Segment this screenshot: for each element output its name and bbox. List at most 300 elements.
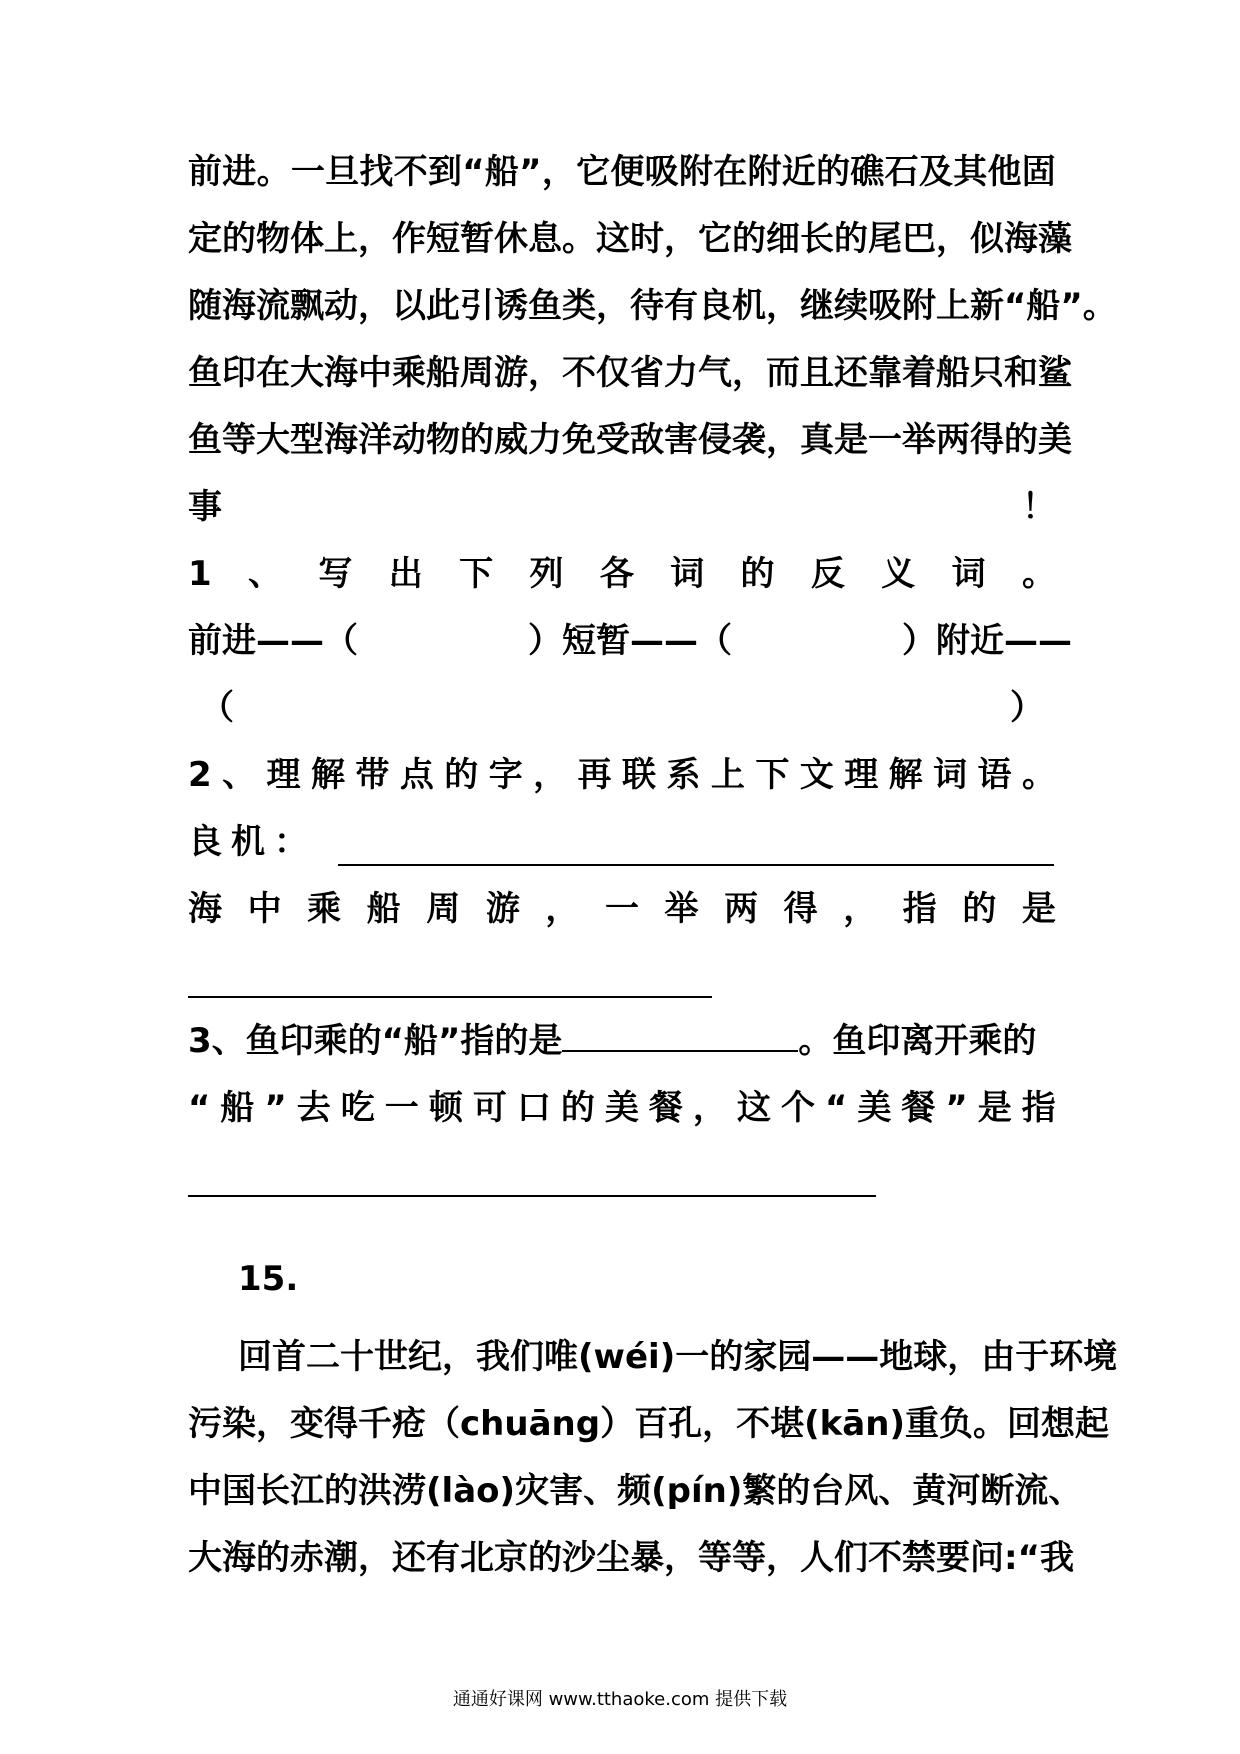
text-glyph: 上: [324, 219, 358, 259]
text-glyph: 其: [953, 152, 988, 192]
text-glyph: 举: [664, 889, 699, 929]
text-glyph: 息: [528, 219, 562, 259]
text-glyph: 定: [188, 219, 222, 259]
text-glyph: ，: [664, 1538, 698, 1578]
text-glyph: （: [426, 1404, 460, 1444]
antonym-open-paren: （: [200, 688, 234, 728]
antonym-prompt-3: ）附近——: [902, 621, 1072, 661]
antonym-close-paren: ）: [1010, 688, 1044, 728]
text-glyph: 时: [630, 219, 664, 259]
text-glyph: 游: [485, 889, 520, 929]
text-glyph: 去: [296, 1088, 331, 1128]
text-glyph: 一: [290, 152, 325, 192]
text-glyph: 下: [755, 755, 790, 795]
text-glyph: 二: [306, 1337, 340, 1377]
question-2-line: [188, 885, 1056, 933]
text-glyph: ，: [358, 286, 392, 326]
question-3-line-2: [188, 1084, 1056, 1132]
passage2-line: [188, 1467, 1083, 1515]
text-glyph: i: [648, 1337, 660, 1377]
text-glyph: 理: [844, 755, 879, 795]
text-glyph: 得: [783, 889, 818, 929]
text-glyph: ”: [1060, 286, 1083, 326]
text-glyph: 一: [604, 889, 639, 929]
passage2-line: [188, 1534, 1074, 1582]
text-glyph: 附: [747, 152, 782, 192]
text-glyph: 附: [902, 286, 936, 326]
question-1-title: [188, 550, 1056, 598]
text-glyph: 机: [732, 286, 766, 326]
antonym-prompt-2: ）短暂——（: [528, 621, 732, 661]
text-glyph: 旦: [325, 152, 360, 192]
text-glyph: 。: [973, 1404, 1007, 1444]
text-glyph: ”: [264, 1088, 287, 1128]
text-glyph: 敌: [630, 420, 664, 460]
text-glyph: 等: [698, 1538, 732, 1578]
text-glyph: 船: [366, 889, 401, 929]
text-glyph: 、: [248, 554, 283, 594]
text-glyph: 纪: [408, 1337, 442, 1377]
text-glyph: h: [480, 1404, 505, 1444]
question-2-label: [188, 818, 348, 866]
text-glyph: 一: [868, 420, 902, 460]
text-glyph: 涝: [392, 1471, 426, 1511]
text-glyph: 字: [488, 755, 523, 795]
text-glyph: 。: [562, 219, 596, 259]
text-glyph: 起: [1075, 1404, 1109, 1444]
text-glyph: 中: [358, 353, 392, 393]
passage2-line: [238, 1333, 1118, 1381]
text-glyph: w: [593, 1337, 625, 1377]
text-glyph: 海: [1004, 219, 1038, 259]
text-glyph: 孔: [668, 1404, 703, 1444]
text-glyph: ，: [545, 889, 580, 929]
text-glyph: 礁: [850, 152, 885, 192]
text-glyph: 尾: [868, 219, 902, 259]
passage-line: [188, 215, 1072, 263]
text-glyph: 不: [736, 1404, 771, 1444]
text-glyph: 词: [670, 554, 705, 594]
text-glyph: 及: [918, 152, 953, 192]
text-glyph: ，: [664, 219, 698, 259]
text-glyph: 指: [1021, 1088, 1056, 1128]
text-glyph: 鱼: [188, 353, 222, 393]
text-glyph: 气: [698, 353, 732, 393]
text-glyph: 新: [970, 286, 1004, 326]
text-glyph: 吸: [868, 286, 902, 326]
text-glyph: 义: [881, 554, 916, 594]
text-glyph: 着: [902, 353, 936, 393]
text-glyph: 染: [222, 1404, 256, 1444]
text-glyph: “: [824, 1088, 848, 1128]
question-3-part-a: 3、鱼印乘的“船”指的是: [188, 1021, 563, 1061]
text-glyph: 省: [630, 353, 664, 393]
text-glyph: 是: [834, 420, 868, 460]
text-glyph: 出: [388, 554, 423, 594]
text-glyph: 前: [188, 152, 222, 192]
text-glyph: 词: [933, 755, 968, 795]
text-glyph: 乘: [392, 353, 426, 393]
question-1-line-b: [188, 684, 1056, 732]
text-glyph: 它: [698, 219, 732, 259]
text-glyph: 一: [384, 1088, 419, 1128]
text-glyph: 沙: [562, 1538, 596, 1578]
text-glyph: 的: [732, 219, 766, 259]
text-glyph: 解: [888, 755, 923, 795]
text-glyph: 上: [936, 286, 970, 326]
text-glyph: 我: [1039, 1538, 1074, 1578]
text-glyph: 固: [1021, 152, 1056, 192]
question-2-title: [188, 751, 1056, 799]
text-glyph: 举: [902, 420, 936, 460]
text-glyph: 首: [272, 1337, 306, 1377]
text-glyph: 鱼: [528, 286, 562, 326]
text-glyph: 列: [529, 554, 564, 594]
text-glyph: 得: [970, 420, 1004, 460]
text-glyph: 此: [426, 286, 460, 326]
text-glyph: 威: [494, 420, 528, 460]
text-glyph: 美: [604, 1088, 639, 1128]
text-glyph: 再: [577, 755, 612, 795]
text-glyph: n: [865, 1404, 890, 1444]
text-glyph: 石: [884, 152, 919, 192]
text-glyph: 长: [256, 1471, 290, 1511]
text-glyph: 休: [494, 219, 528, 259]
text-glyph: (: [804, 1404, 820, 1444]
text-glyph: 。: [1082, 286, 1117, 326]
text-glyph: 周: [460, 353, 494, 393]
text-glyph: 境: [1083, 1337, 1118, 1377]
text-glyph: 繁: [742, 1471, 777, 1511]
antonym-blank-3[interactable]: [234, 684, 1010, 732]
text-glyph: 他: [987, 152, 1022, 192]
text-glyph: 海: [324, 420, 358, 460]
text-glyph: 问: [970, 1538, 1004, 1578]
text-glyph: 暂: [460, 219, 494, 259]
text-glyph: 灾: [515, 1471, 550, 1511]
text-glyph: 两: [936, 420, 970, 460]
text-glyph: u: [504, 1404, 529, 1444]
text-glyph: ，: [596, 286, 630, 326]
text-glyph: 重: [905, 1404, 939, 1444]
text-glyph: ，: [533, 755, 568, 795]
text-glyph: 良: [698, 286, 732, 326]
text-glyph: 台: [810, 1471, 845, 1511]
text-glyph: 个: [780, 1088, 815, 1128]
text-glyph: ，: [358, 1538, 392, 1578]
text-glyph: 是: [977, 1088, 1012, 1128]
text-glyph: 。: [256, 152, 291, 192]
text-glyph: 这: [596, 219, 630, 259]
answer-line-chuan[interactable]: [562, 1028, 798, 1052]
text-glyph: 世: [374, 1337, 408, 1377]
text-glyph: 理: [266, 755, 301, 795]
text-glyph: 回: [1007, 1404, 1041, 1444]
text-glyph: 。: [1021, 554, 1056, 594]
text-glyph: 的: [1004, 420, 1038, 460]
text-glyph: 这: [736, 1088, 771, 1128]
text-glyph: ，: [692, 1088, 727, 1128]
text-glyph: 巴: [902, 219, 936, 259]
text-glyph: 点: [399, 755, 434, 795]
answer-line-yijuliangde[interactable]: [188, 996, 712, 998]
text-glyph: 下: [459, 554, 494, 594]
text-glyph: 的: [962, 889, 997, 929]
text-glyph: 、: [222, 755, 257, 795]
text-glyph: 海: [188, 889, 222, 929]
text-glyph: 写: [318, 554, 353, 594]
text-glyph: 环: [1049, 1337, 1084, 1377]
text-glyph: 。: [1021, 755, 1056, 795]
text-glyph: 船: [1026, 286, 1061, 326]
text-glyph: 飘: [290, 286, 324, 326]
text-glyph: ）: [600, 1404, 635, 1444]
text-glyph: n: [702, 1471, 727, 1511]
text-glyph: 的: [560, 1088, 595, 1128]
text-glyph: “: [188, 1088, 211, 1128]
text-glyph: 餐: [901, 1088, 936, 1128]
text-glyph: 人: [800, 1538, 834, 1578]
text-glyph: 类: [562, 286, 596, 326]
text-glyph: p: [666, 1471, 691, 1511]
text-glyph: 餐: [648, 1088, 683, 1128]
text-glyph: 机: [231, 822, 265, 862]
text-glyph: 江: [290, 1471, 324, 1511]
text-glyph: ā: [842, 1404, 866, 1444]
text-glyph: 有: [426, 1538, 460, 1578]
text-glyph: 力: [528, 420, 562, 460]
text-glyph: n: [551, 1404, 576, 1444]
text-glyph: 在: [256, 353, 290, 393]
text-glyph: “: [462, 152, 485, 192]
text-glyph: 动: [324, 286, 358, 326]
text-glyph: 诱: [494, 286, 528, 326]
text-glyph: ): [889, 1404, 905, 1444]
text-glyph: 海: [222, 1538, 256, 1578]
text-glyph: í: [690, 1471, 703, 1511]
text-glyph: 顿: [428, 1088, 463, 1128]
text-glyph: 大: [188, 1538, 222, 1578]
question-3-part-b: 。鱼印离开乘的: [798, 1021, 1037, 1061]
text-glyph: 侵: [698, 420, 732, 460]
text-glyph: 引: [460, 286, 494, 326]
text-glyph: 污: [188, 1404, 222, 1444]
text-glyph: (: [426, 1471, 442, 1511]
text-glyph: ，: [256, 1404, 290, 1444]
text-glyph: 的: [776, 1471, 811, 1511]
answer-line-liangji[interactable]: [338, 864, 1054, 866]
text-glyph: 于: [1015, 1337, 1050, 1377]
text-glyph: 变: [290, 1404, 324, 1444]
text-glyph: 我: [476, 1337, 510, 1377]
text-glyph: 潮: [324, 1538, 358, 1578]
text-glyph: 细: [766, 219, 800, 259]
text-glyph: ，: [732, 353, 766, 393]
liangji-label: [188, 818, 308, 866]
text-glyph: 反: [810, 554, 845, 594]
text-glyph: 真: [800, 420, 834, 460]
text-glyph: 黄: [912, 1471, 947, 1511]
text-glyph: k: [819, 1404, 843, 1444]
text-glyph: ，: [766, 420, 800, 460]
text-glyph: 有: [664, 286, 698, 326]
text-glyph: é: [624, 1337, 649, 1377]
text-glyph: 鲨: [1038, 353, 1072, 393]
text-glyph: 尘: [596, 1538, 630, 1578]
text-glyph: 一: [675, 1337, 710, 1377]
text-glyph: —: [845, 1337, 880, 1377]
text-glyph: ，: [541, 152, 576, 192]
text-glyph: 海: [324, 353, 358, 393]
text-glyph: 还: [834, 353, 868, 393]
text-glyph: 要: [936, 1538, 970, 1578]
text-glyph: 的: [740, 554, 775, 594]
text-glyph: ，: [358, 219, 392, 259]
text-glyph: 疮: [392, 1404, 426, 1444]
text-glyph: 大: [256, 420, 290, 460]
text-glyph: 力: [664, 353, 698, 393]
text-glyph: 乘: [307, 889, 342, 929]
text-glyph: 暴: [630, 1538, 664, 1578]
text-glyph: 各: [599, 554, 634, 594]
passage2-line: [188, 1400, 1109, 1448]
text-glyph: 指: [902, 889, 937, 929]
text-glyph: 河: [946, 1471, 981, 1511]
section-number: 15.: [238, 1259, 299, 1299]
text-glyph: 赤: [290, 1538, 324, 1578]
text-glyph: 解: [310, 755, 345, 795]
text-glyph: 、: [1048, 1471, 1083, 1511]
text-glyph: 频: [617, 1471, 652, 1511]
text-glyph: 、: [878, 1471, 913, 1511]
text-glyph: 待: [630, 286, 664, 326]
text-glyph: 不: [393, 152, 428, 192]
text-glyph: ，: [702, 1404, 737, 1444]
text-glyph: 仅: [596, 353, 630, 393]
text-glyph: 的: [444, 755, 479, 795]
page-footer: 通通好课网 www.tthaoke.com 提供下载: [452, 1689, 788, 1710]
text-glyph: 园: [777, 1337, 812, 1377]
text-glyph: 继: [800, 286, 834, 326]
text-glyph: (: [651, 1471, 667, 1511]
text-glyph: 口: [516, 1088, 551, 1128]
answer-line-meican[interactable]: [188, 1195, 876, 1197]
text-glyph: 由: [981, 1337, 1016, 1377]
text-glyph: 以: [392, 286, 426, 326]
text-glyph: 两: [724, 889, 759, 929]
text-glyph: 系: [666, 755, 701, 795]
text-glyph: “: [1017, 1538, 1040, 1578]
text-glyph: ，: [442, 1337, 476, 1377]
text-glyph: 洋: [358, 420, 392, 460]
text-glyph: 海: [222, 286, 256, 326]
text-glyph: 到: [427, 152, 462, 192]
text-glyph: ，: [936, 219, 970, 259]
text-glyph: 的: [834, 219, 868, 259]
text-glyph: 等: [732, 1538, 766, 1578]
text-glyph: 可: [472, 1088, 507, 1128]
antonym-prompt-1: 前进——（: [188, 621, 358, 661]
text-glyph: 便: [610, 152, 645, 192]
text-glyph: :: [1004, 1538, 1018, 1578]
text-glyph: 美: [857, 1088, 892, 1128]
text-glyph: ): [726, 1471, 743, 1511]
text-glyph: 百: [634, 1404, 669, 1444]
text-glyph: 似: [970, 219, 1004, 259]
text-glyph: 带: [355, 755, 390, 795]
text-glyph: 良: [188, 822, 222, 862]
text-glyph: 船: [936, 353, 970, 393]
text-glyph: o: [476, 1471, 500, 1511]
text-glyph: 流: [1014, 1471, 1049, 1511]
text-glyph: ，: [766, 286, 800, 326]
question-3-line-1: [188, 1017, 1056, 1065]
text-glyph: 鱼: [188, 420, 222, 460]
text-glyph: —: [811, 1337, 846, 1377]
text-glyph: ：: [274, 822, 308, 862]
text-glyph: ，: [528, 353, 562, 393]
text-glyph: 船: [484, 152, 519, 192]
text-glyph: 印: [222, 353, 256, 393]
text-glyph: 还: [392, 1538, 426, 1578]
passage-line: [188, 148, 1056, 196]
passage-end-punct: ！: [1022, 487, 1056, 527]
text-glyph: 、: [583, 1471, 618, 1511]
text-glyph: 家: [743, 1337, 778, 1377]
text-glyph: 2: [188, 755, 212, 795]
text-glyph: 袭: [732, 420, 766, 460]
text-glyph: 们: [834, 1538, 868, 1578]
text-glyph: ): [499, 1471, 516, 1511]
text-glyph: ): [659, 1337, 676, 1377]
text-glyph: 的: [709, 1337, 744, 1377]
text-glyph: 随: [188, 286, 222, 326]
text-glyph: ”: [519, 152, 542, 192]
text-glyph: 国: [222, 1471, 256, 1511]
text-glyph: 洪: [358, 1471, 392, 1511]
text-glyph: 吸: [644, 152, 679, 192]
text-glyph: 短: [426, 219, 460, 259]
text-glyph: c: [460, 1404, 481, 1444]
text-glyph: 们: [510, 1337, 544, 1377]
text-glyph: 只: [970, 353, 1004, 393]
text-glyph: 附: [678, 152, 713, 192]
text-glyph: 作: [392, 219, 426, 259]
text-glyph: 球: [913, 1337, 948, 1377]
text-glyph: 不: [562, 353, 596, 393]
text-glyph: 的: [324, 1471, 358, 1511]
text-glyph: 的: [528, 1538, 562, 1578]
text-glyph: ”: [945, 1088, 968, 1128]
passage-line: [188, 349, 1072, 397]
text-glyph: 回: [238, 1337, 272, 1377]
text-glyph: 语: [977, 755, 1012, 795]
text-glyph: ，: [766, 1538, 800, 1578]
passage-line: [188, 416, 1072, 464]
text-glyph: 联: [622, 755, 657, 795]
text-glyph: 等: [222, 420, 256, 460]
text-glyph: 体: [290, 219, 324, 259]
text-glyph: 词: [951, 554, 986, 594]
text-glyph: 且: [800, 353, 834, 393]
text-glyph: 害: [664, 420, 698, 460]
text-glyph: ā: [528, 1404, 552, 1444]
text-glyph: 在: [713, 152, 748, 192]
text-glyph: 是: [1021, 889, 1056, 929]
text-glyph: 堪: [770, 1404, 805, 1444]
text-glyph: 想: [1041, 1404, 1075, 1444]
question-1-line-a: [188, 617, 1072, 665]
